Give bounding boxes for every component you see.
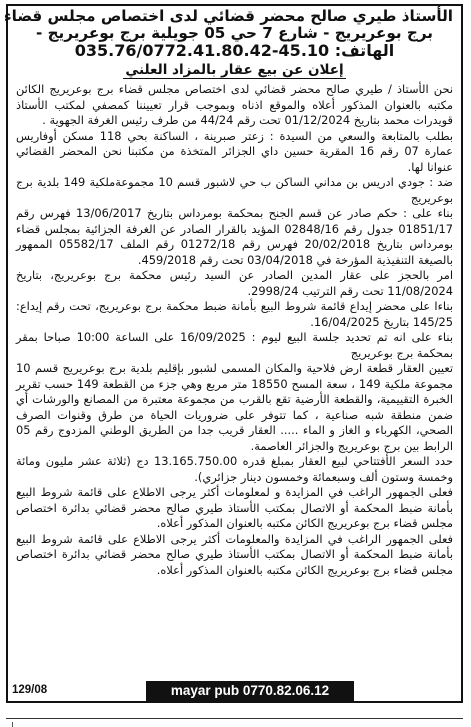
paragraph-public-notice-2: فعلى الجمهور الراغب في المزايدة والمعلومات أكثر يرجى الاطلاع على قائمة شروط البيع بأمانة ضبط المحكمة أو الاتصال بمكتب الأستاذ طيري صالح محضر قضائي بدائرة اختصاص مجلس قضاء برج بوعريريج الكائن مكتبه بالعنوان المذكور أعلاه. <box>16 531 453 577</box>
paragraph-intro: نحن الأستاذ / طيري صالح محضر قضائي لدى اختصاص مجلس قضاء برج بوعريريج الكائن مكتبه بالعنوان المذكور أعلاه والموقع اذناه وبموجب قرار تعييننا كمصفي لمكتب الأستاذ قويدرات محمد بتاريخ 01/12/2024 تحت رقم 44/24 من طرف رئيس الغرفة الجهوية . <box>16 82 453 127</box>
paragraph-opening-price: حدد السعر الأفتتاحي لبيع العقار بمبلغ قدره 13.165.750.00 دج (ثلاثة عشر مليون ومائة وخمسة وستون ألف وسبعمائة وخمسون دينار جزائري). <box>16 454 453 484</box>
paragraph-judgment: بناء على : حكم صادر عن قسم الجنح بمحكمة بومرداس بتاريخ 13/06/2017 فهرس رقم 01851/17 جدول رقم 02848/16 المؤيد بالقرار الصادر عن الغرفة الجزائية بمجلس قضاء بومرداس بتاريخ 20/02/2018 فهرس رقم 01272/18 رقم الملف 05582/17 الممهور بالصيغة التنفيذية المؤرخة في 03/04/2018 تحت رقم 459/2018. <box>16 206 454 267</box>
paragraph-conditions-deposit: بناءا على محضر إيداع قائمة شروط البيع بأمانة ضبط محكمة برج بوعريريج، تحت رقم إيداع: 145/25 بتاريخ 16/04/2025. <box>16 299 453 329</box>
paragraph-against: ضد : جودي ادريس بن مداني الساكن ب حي لاشبور قسم 10 مجموعةملكية 149 بلدية برج بوعريريج <box>16 175 453 205</box>
footer <box>8 683 461 701</box>
paragraph-public-notice-1: فعلى الجمهور الراغب في المزايدة و لمعلومات أكثر يرجى الاطلاع على قائمة شروط البيع بأمانة ضبط المحكمة أو الاتصال بمكتب الأستاذ طيري صالح محضر قضائي بدائرة اختصاص مجلس قضاء برج بوعريريج الكائن مكتبه بالعنوان المذكور أعلاه. <box>16 485 453 530</box>
announcement-title <box>8 62 461 80</box>
header-address: برج بوعريريج - شارع 7 حي 05 جويلية برج بوعريريج - <box>36 24 433 42</box>
publisher-banner: mayar pub 0770.82.06.12 <box>146 681 354 701</box>
header-bailiff-name: الأستاذ طيري صالح محضر قضائي لدى اختصاص مجلس قضاء <box>3 7 453 25</box>
paragraph-request: بطلب بالمتابعة والسعي من السيدة : زعتر صبرينة ، الساكنة بحي 118 مسكن أوفاريس عمارة 07 رقم 16 المقرية حسين داي الجزائر المتخذة من مكتبنا نحن المحضر القضائي عنوانا لها. <box>16 128 453 174</box>
crop-mark <box>12 722 17 727</box>
header-phone: الهاتف: 45.10-035.76/0772.41.80.42 <box>74 41 395 60</box>
header <box>3 6 461 60</box>
paragraph-sale-date: بناء على انه تم تحديد جلسة البيع ليوم : 16/09/2025 على الساعة 10:00 صباحا بمقر بمحكمة برج بوعريريج <box>16 330 454 360</box>
page-reference: 129/08 <box>12 684 48 696</box>
announcement-title-text: إعلان عن بيع عقار بالمزاد العلني <box>125 62 344 78</box>
paragraph-seizure-order: امر بالحجز على عقار المدين الصادر عن السيد رئيس محكمة برج بوعريريج، بتاريخ 11/08/2024 تحت رقم الترتيب 2998/24. <box>16 268 453 298</box>
bottom-divider <box>6 718 463 727</box>
announcement-frame <box>3 4 463 703</box>
paragraph-property-description: تعيين العقار قطعة ارض فلاحية والمكان المسمى لشبور بإقليم بلدية برج بوعريريج قسم 10 مجموعة ملكية 149 ، سعة المسح 18550 متر مربع وهي جزء من القطعة 149 حسب تقرير الخبرة التقييمية، والقطعة الأرضية تقع بالقرب من مجموعة معتبرة من المصانع والورشات أي ضمن منطقة شبه صناعية ، كما تتوفر على ضروريات الحياة من طرق وقنوات الصرف الصحي، الكهرباء و الغاز و الماء ..... العقار قريب جدا من الطريق الوطني المزدوج رقم 05 الرابط بين برج بوعريريج والجزائر العاصمة. <box>16 361 453 453</box>
announcement-body <box>8 82 461 578</box>
